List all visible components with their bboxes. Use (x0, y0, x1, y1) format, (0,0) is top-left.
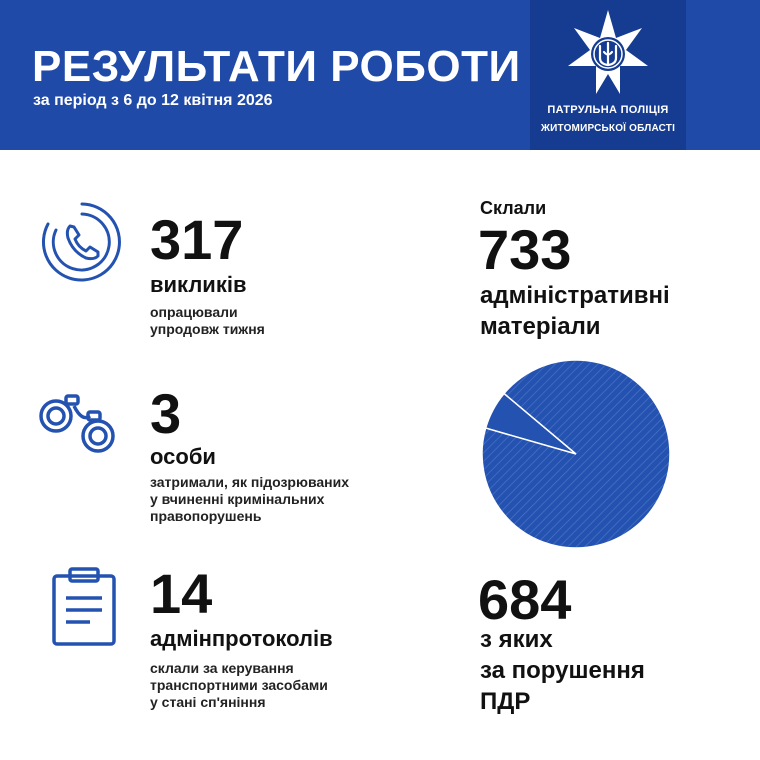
detained-value: 3 (150, 382, 182, 445)
sub-line-2: за порушення (480, 657, 645, 684)
sub-line-3: ПДР (480, 688, 531, 715)
handcuffs-icon (36, 392, 120, 460)
sub-line-1: з яких (480, 626, 553, 653)
pie-slice-traffic (482, 360, 670, 548)
header-banner (0, 0, 760, 150)
phone-icon (40, 200, 124, 284)
calls-desc-2: упродовж тижня (150, 321, 265, 337)
detained-unit: особи (150, 444, 216, 469)
police-logo (530, 0, 686, 150)
detained-desc-1: затримали, як підозрюваних (150, 474, 350, 490)
clipboard-icon (50, 566, 118, 648)
admin-pie-chart (478, 356, 674, 552)
logo-line-2: ЖИТОМИРСЬКОЇ ОБЛАСТІ (540, 123, 676, 134)
protocols-value: 14 (150, 562, 213, 625)
protocols-unit: адмінпротоколів (150, 626, 333, 651)
calls-desc-1: опрацювали (150, 304, 238, 320)
detained-desc-3: правопорушень (150, 508, 262, 524)
detained-desc-2: у вчиненні кримінальних (150, 491, 325, 507)
admin-total: 733 (478, 218, 572, 281)
calls-unit: викликів (150, 272, 247, 297)
page-title: РЕЗУЛЬТАТИ РОБОТИ (32, 42, 521, 91)
police-star-badge-icon (564, 8, 652, 98)
calls-value: 317 (150, 208, 244, 271)
protocols-desc-1: склали за керування (150, 660, 294, 676)
period-subtitle: за період з 6 до 12 квітня 2026 (33, 92, 273, 109)
logo-line-1: ПАТРУЛЬНА ПОЛІЦІЯ (547, 104, 669, 116)
admin-line-1: адміністративні (480, 282, 670, 309)
protocols-desc-3: у стані сп'яніння (150, 694, 266, 710)
protocols-desc-2: транспортними засобами (150, 677, 328, 693)
admin-line-2: матеріали (480, 313, 601, 340)
admin-label: Склали (480, 198, 547, 218)
sub-value: 684 (478, 568, 572, 631)
